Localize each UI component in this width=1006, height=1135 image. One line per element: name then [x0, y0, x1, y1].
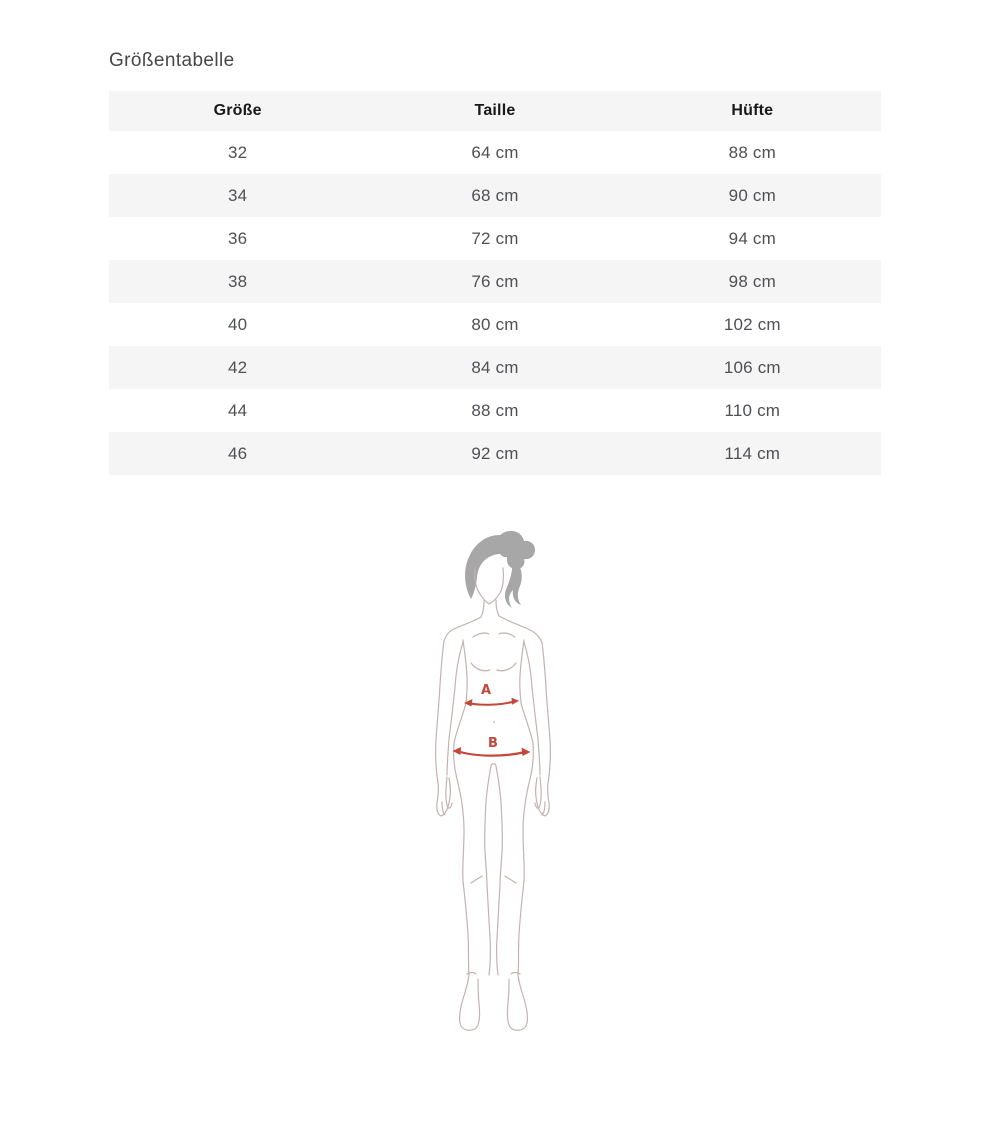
- torso-right: [520, 640, 533, 743]
- column-header-size: Größe: [213, 102, 262, 119]
- hip-cell: 106 cm: [723, 357, 781, 377]
- crotch: [491, 764, 496, 766]
- ankle-right: [511, 973, 520, 975]
- size-cell: 32: [228, 142, 248, 162]
- waist-cell: 68 cm: [471, 185, 519, 205]
- size-cell: 34: [228, 185, 248, 205]
- size-table: [109, 91, 881, 475]
- waist-cell: 76 cm: [471, 271, 519, 291]
- waist-label: A: [480, 683, 492, 698]
- size-table-header: [109, 91, 881, 131]
- arm-inner-left: [447, 642, 463, 775]
- collarbone-right: [499, 633, 515, 637]
- hip-arrow-right-icon: [522, 748, 531, 756]
- size-table-body: [109, 131, 881, 475]
- arm-inner-right: [524, 642, 540, 775]
- size-cell: 46: [228, 443, 248, 463]
- table-row: [109, 174, 881, 217]
- hip-cell: 102 cm: [723, 314, 781, 334]
- waist-measure-line: [468, 701, 516, 705]
- leg-outer-right: [518, 743, 533, 975]
- table-row: [109, 303, 881, 346]
- hip-cell: 94 cm: [728, 228, 776, 248]
- size-cell: 36: [228, 228, 248, 248]
- waist-cell: 64 cm: [471, 142, 519, 162]
- knee-left: [471, 876, 482, 883]
- body-measurement-illustration: [423, 525, 583, 1055]
- column-header-hip: Hüfte: [731, 102, 774, 119]
- hip-cell: 114 cm: [724, 443, 781, 463]
- hip-label: B: [488, 736, 498, 751]
- figure-outline: [436, 568, 551, 1030]
- fingers-right: [542, 802, 545, 815]
- knee-right: [505, 876, 516, 883]
- waist-cell: 72 cm: [471, 228, 519, 248]
- face-outline: [475, 568, 504, 604]
- waist-cell: 88 cm: [471, 400, 519, 420]
- size-cell: 40: [228, 314, 248, 334]
- waist-cell: 84 cm: [471, 357, 519, 377]
- waist-cell: 92 cm: [471, 443, 519, 463]
- table-row: [109, 346, 881, 389]
- hip-cell: 110 cm: [724, 400, 781, 420]
- arm-outer-right: [536, 643, 551, 816]
- bust-left: [471, 663, 490, 671]
- waist-arrow-right-icon: [512, 698, 520, 705]
- table-row: [109, 131, 881, 174]
- waist-cell: 80 cm: [471, 314, 519, 334]
- foot-right: [507, 975, 527, 1030]
- leg-outer-left: [454, 743, 469, 975]
- header-row: [109, 91, 881, 131]
- leg-inner-left: [485, 766, 491, 975]
- leg-inner-right: [496, 766, 502, 975]
- size-cell: 44: [228, 400, 248, 420]
- hip-cell: 90 cm: [728, 185, 776, 205]
- neck-right: [496, 600, 499, 616]
- table-row: [109, 260, 881, 303]
- measurement-marks: [453, 683, 531, 756]
- measurement-figure: [423, 525, 583, 1055]
- shoulder-left: [444, 617, 481, 641]
- size-cell: 42: [228, 357, 248, 377]
- torso-left: [454, 640, 467, 743]
- arm-outer-left: [436, 641, 451, 816]
- page-title: Größentabelle: [109, 50, 235, 71]
- shoulder-right: [499, 616, 542, 643]
- table-row: [109, 217, 881, 260]
- neck-left: [481, 601, 484, 617]
- size-cell: 38: [228, 271, 248, 291]
- table-row: [109, 432, 881, 475]
- table-row: [109, 389, 881, 432]
- foot-left: [460, 975, 480, 1030]
- hip-cell: 88 cm: [728, 142, 776, 162]
- hip-cell: 98 cm: [728, 271, 776, 291]
- bust-right: [497, 663, 516, 671]
- ankle-left: [467, 973, 476, 975]
- hip-measure-line: [457, 751, 525, 756]
- column-header-waist: Taille: [474, 102, 516, 119]
- collarbone-left: [473, 633, 489, 637]
